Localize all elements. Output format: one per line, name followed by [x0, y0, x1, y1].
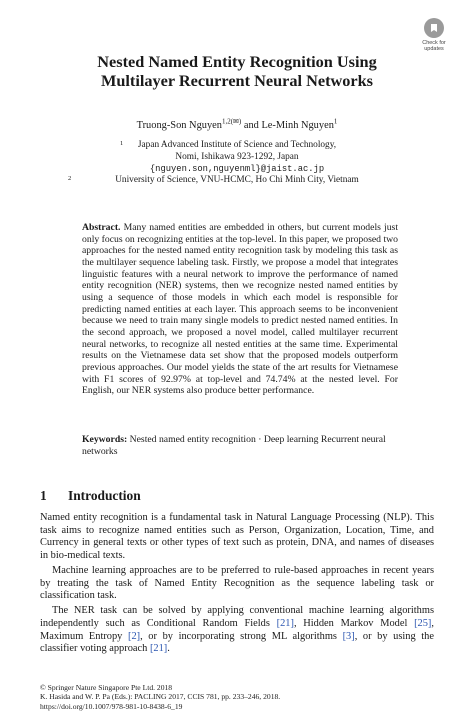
- author-affiliation-marker: 1: [333, 117, 338, 126]
- doi-link[interactable]: https://doi.org/10.1007/978-981-10-8438-6_19: [40, 701, 183, 711]
- body-text: [40, 512, 434, 658]
- paragraph: The NER task can be solved by applying conventional machine learning algorithms independently such as Conditional Random Fields [21], Hidden Markov Model [25], Maximum Entropy [2], or by incorporating strong ML algorithms [3], or by using the classifier voting approach [21].: [40, 605, 434, 655]
- citation-link[interactable]: [25]: [414, 618, 432, 629]
- author-name: Le-Minh Nguyen: [261, 120, 334, 131]
- citation-link[interactable]: [2]: [127, 630, 141, 642]
- keywords-label: Keywords:: [82, 434, 128, 445]
- paragraph: Named entity recognition is a fundamental task in Natural Language Processing (NLP). This task aims to recognize named entities such as Person, Organization, Location, Time, and Currency in general texts or other types of text such as protein, DNA, and names of diseases in bio-medical texts.: [40, 512, 434, 562]
- paragraph: Machine learning approaches are to be preferred to rule-based approaches in recent years by treating the task of Named Entity Recognition as the sequence labeling task or classification task.: [40, 565, 434, 602]
- keywords: [82, 434, 398, 457]
- affiliations: 1 Japan Advanced Institute of Science and Technology, Nomi, Ishikawa 923-1292, Japan {nguyen.son,nguyenml}@jaist.ac.jp 2 University of Science, VNU-HCMC, Ho Chi Minh City, Vietnam: [40, 140, 434, 187]
- copyright-footer: © Springer Nature Singapore Pte Ltd. 2018 K. Hasida and W. P. Pa (Eds.): PACLING 2017, CCIS 781, pp. 233–246, 2018. https://doi.org/10.1007/978-981-10-8438-6_19: [40, 683, 434, 711]
- badge-label: Check for updates: [422, 40, 446, 52]
- author-list: [40, 117, 434, 131]
- email-address: {nguyen.son,nguyenml}@jaist.ac.jp: [149, 163, 325, 174]
- citation-link[interactable]: [21]: [276, 618, 294, 629]
- abstract: [82, 222, 398, 397]
- abstract-text: Many named entities are embedded in others, but current models just only focus on recognizing entities at the top-level. In this paper, we proposed two approaches for the nested named entity recognition task by modeling this task as the multilayer sequence labeling task. Firstly, we propose a model that integrates linguistic features with a neural network to improve the performance of named entity recognition (NER) systems, then we recognize nested named entities by using a sequence of those models in which each model is responsible for predicting named entities at each layer. This approach seems to be inconvenient because we need to train many single models to predict nested named entities. In the second approach, we proposed a novel model, called multilayer recurrent neural networks, to recognize all nested entities at the same time. Experimental results on the Vietnamese data set show that the proposed models outperform previous approaches. Our model yields the state of the art results for Vietnamese with F1 scores of 92.97% at top-level and 74.74% at the nested level. For English, our NER systems also produce better performance.: [82, 222, 399, 397]
- citation-link[interactable]: [21]: [149, 643, 168, 655]
- bookmark-icon: [424, 18, 444, 38]
- section-heading: 1 Introduction: [40, 488, 141, 503]
- author-name: Truong-Son Nguyen: [136, 120, 222, 131]
- citation-link[interactable]: [3]: [342, 630, 355, 642]
- keywords-text: Nested named entity recognition · Deep learning Recurrent neural networks: [82, 434, 386, 457]
- author-connector: and: [241, 120, 262, 131]
- author-affiliation-marker: 1,2(✉): [221, 117, 242, 126]
- abstract-label: Abstract.: [82, 222, 121, 233]
- paper-title: Nested Named Entity Recognition Using Multilayer Recurrent Neural Networks: [97, 52, 377, 90]
